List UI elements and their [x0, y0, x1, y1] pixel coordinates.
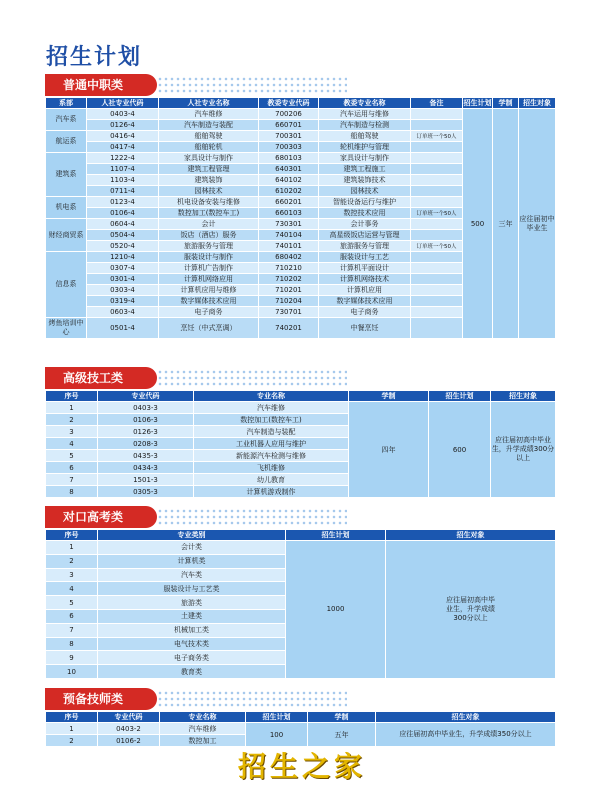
edu-code-cell: 680103 [259, 153, 319, 164]
edu-major-cell: 船舶驾驶 [319, 131, 411, 142]
edu-code-cell: 640301 [259, 164, 319, 175]
note-cell [411, 296, 463, 307]
edu-code-cell: 710204 [259, 296, 319, 307]
edu-code-cell: 700301 [259, 131, 319, 142]
column-header: 招生计划 [286, 530, 386, 541]
note-cell [411, 175, 463, 186]
section-header [45, 74, 555, 96]
edu-code-cell: 640102 [259, 175, 319, 186]
hr-code-cell: 1107-4 [87, 164, 159, 175]
table-preparatory-technician [45, 711, 556, 747]
column-header: 序号 [46, 391, 98, 402]
hr-major-cell: 汽车维修 [159, 109, 259, 120]
hr-major-cell: 船舶驾驶 [159, 131, 259, 142]
major-cell: 数控加工 [160, 735, 246, 747]
edu-code-cell: 710202 [259, 274, 319, 285]
index-cell: 8 [46, 486, 98, 498]
duration-cell: 三年 [493, 109, 519, 339]
column-header: 学制 [308, 712, 376, 723]
hr-code-cell: 0416-4 [87, 131, 159, 142]
edu-major-cell: 家具设计与制作 [319, 153, 411, 164]
note-cell [411, 252, 463, 263]
index-cell: 1 [46, 723, 98, 735]
major-cell: 数控加工(数控车工) [194, 414, 349, 426]
hr-code-cell: 0504-4 [87, 230, 159, 241]
header-row [46, 391, 556, 402]
table-vocational [45, 97, 556, 339]
edu-major-cell: 高星级饭店运营与管理 [319, 230, 411, 241]
hr-major-cell: 计算机广告制作 [159, 263, 259, 274]
edu-major-cell: 会计事务 [319, 219, 411, 230]
code-cell: 0434-3 [98, 462, 194, 474]
major-cell: 汽车维修 [160, 723, 246, 735]
hr-code-cell: 0106-4 [87, 208, 159, 219]
index-cell: 5 [46, 596, 98, 610]
column-header: 人社专业代码 [87, 98, 159, 109]
major-cell: 计算机游戏制作 [194, 486, 349, 498]
dept-cell: 烤鱼培训中心 [46, 318, 87, 339]
target-cell: 应往届初高中毕业生，升学成绩350分以上 [376, 723, 556, 747]
hr-major-cell: 会计 [159, 219, 259, 230]
hr-code-cell: 0403-4 [87, 109, 159, 120]
hr-major-cell: 数控加工(数控车工) [159, 208, 259, 219]
column-header: 系部 [46, 98, 87, 109]
column-header: 人社专业名称 [159, 98, 259, 109]
column-header: 教委专业名称 [319, 98, 411, 109]
column-header: 教委专业代码 [259, 98, 319, 109]
index-cell: 2 [46, 414, 98, 426]
code-cell: 0305-3 [98, 486, 194, 498]
note-cell [411, 186, 463, 197]
plan-cell: 500 [463, 109, 493, 339]
major-cell: 幼儿教育 [194, 474, 349, 486]
page-title: 招生计划 [46, 45, 143, 70]
category-cell: 教育类 [98, 665, 286, 679]
edu-code-cell: 680402 [259, 252, 319, 263]
dept-cell: 财经商贸系 [46, 219, 87, 252]
section-label: 普通中职类 [45, 74, 157, 96]
hr-major-cell: 建筑装饰 [159, 175, 259, 186]
edu-major-cell: 汽车制造与检测 [319, 120, 411, 131]
note-cell [411, 153, 463, 164]
decorative-dots [157, 76, 347, 94]
code-cell: 1501-3 [98, 474, 194, 486]
plan-cell: 100 [246, 723, 308, 747]
category-cell: 电子商务类 [98, 651, 286, 665]
hr-code-cell: 1103-4 [87, 175, 159, 186]
edu-code-cell: 730301 [259, 219, 319, 230]
code-cell: 0126-3 [98, 426, 194, 438]
decorative-dots [157, 690, 347, 708]
column-header: 学制 [493, 98, 519, 109]
hr-major-cell: 计算机应用与维修 [159, 285, 259, 296]
hr-major-cell: 家具设计与制作 [159, 153, 259, 164]
note-cell [411, 164, 463, 175]
column-header: 学制 [349, 391, 429, 402]
edu-major-cell: 汽车运用与维修 [319, 109, 411, 120]
code-cell: 0435-3 [98, 450, 194, 462]
column-header: 备注 [411, 98, 463, 109]
plan-cell: 600 [429, 402, 491, 498]
hr-major-cell: 烹饪（中式烹调） [159, 318, 259, 339]
edu-major-cell: 数字媒体技术应用 [319, 296, 411, 307]
major-cell: 汽车维修 [194, 402, 349, 414]
dept-cell: 机电系 [46, 197, 87, 219]
table-row [46, 109, 556, 120]
edu-code-cell: 710210 [259, 263, 319, 274]
hr-major-cell: 饭店（酒店）服务 [159, 230, 259, 241]
index-cell: 8 [46, 637, 98, 651]
edu-code-cell: 740104 [259, 230, 319, 241]
edu-major-cell: 建筑工程施工 [319, 164, 411, 175]
edu-code-cell: 740201 [259, 318, 319, 339]
edu-major-cell: 智能设备运行与维护 [319, 197, 411, 208]
hr-major-cell: 船舶轮机 [159, 142, 259, 153]
hr-code-cell: 0520-4 [87, 241, 159, 252]
column-header: 专业代码 [98, 712, 160, 723]
edu-major-cell: 中餐烹饪 [319, 318, 411, 339]
code-cell: 0403-3 [98, 402, 194, 414]
hr-major-cell: 建筑工程管理 [159, 164, 259, 175]
target-cell: 应往届初中毕业生 [519, 109, 556, 339]
section-header [45, 688, 555, 710]
hr-code-cell: 0123-4 [87, 197, 159, 208]
section-header [45, 506, 555, 528]
edu-major-cell: 旅游服务与管理 [319, 241, 411, 252]
decorative-dots [157, 369, 347, 387]
hr-code-cell: 0319-4 [87, 296, 159, 307]
note-cell: 订单班一个50人 [411, 131, 463, 142]
dept-cell: 汽车系 [46, 109, 87, 131]
edu-code-cell: 740101 [259, 241, 319, 252]
index-cell: 1 [46, 402, 98, 414]
section-senior-technician [45, 367, 555, 498]
edu-major-cell: 计算机应用 [319, 285, 411, 296]
edu-major-cell: 建筑装饰技术 [319, 175, 411, 186]
category-cell: 旅游类 [98, 596, 286, 610]
edu-major-cell: 计算机网络技术 [319, 274, 411, 285]
column-header: 专业类别 [98, 530, 286, 541]
hr-major-cell: 机电设备安装与维修 [159, 197, 259, 208]
category-cell: 电气技术类 [98, 637, 286, 651]
index-cell: 3 [46, 426, 98, 438]
hr-code-cell: 0604-4 [87, 219, 159, 230]
note-cell [411, 274, 463, 285]
table-senior-technician [45, 390, 556, 498]
major-cell: 工业机器人应用与维护 [194, 438, 349, 450]
column-header: 招生计划 [463, 99, 492, 107]
hr-major-cell: 汽车制造与装配 [159, 120, 259, 131]
code-cell: 0106-3 [98, 414, 194, 426]
edu-major-cell: 服装设计与工艺 [319, 252, 411, 263]
column-header: 招生对象 [491, 391, 556, 402]
edu-code-cell: 610202 [259, 186, 319, 197]
note-cell [411, 307, 463, 318]
index-cell: 1 [46, 541, 98, 555]
plan-cell: 1000 [286, 541, 386, 679]
edu-major-cell: 园林技术 [319, 186, 411, 197]
index-cell: 4 [46, 438, 98, 450]
index-cell: 3 [46, 568, 98, 582]
code-cell: 0403-2 [98, 723, 160, 735]
note-cell [411, 263, 463, 274]
table-row [46, 723, 556, 735]
hr-code-cell: 0126-4 [87, 120, 159, 131]
index-cell: 6 [46, 609, 98, 623]
duration-cell: 五年 [308, 723, 376, 747]
note-cell [411, 197, 463, 208]
dept-cell: 信息系 [46, 252, 87, 318]
section-preparatory-technician [45, 688, 555, 747]
column-header: 招生对象 [376, 712, 556, 723]
hr-major-cell: 数字媒体技术应用 [159, 296, 259, 307]
edu-major-cell: 电子商务 [319, 307, 411, 318]
hr-major-cell: 服装设计与制作 [159, 252, 259, 263]
dept-cell: 航运系 [46, 131, 87, 153]
major-cell: 新能源汽车检测与维修 [194, 450, 349, 462]
table-college-exam [45, 529, 556, 679]
header-row [46, 98, 556, 109]
category-cell: 土建类 [98, 609, 286, 623]
hr-major-cell: 园林技术 [159, 186, 259, 197]
column-header: 招生计划 [246, 712, 308, 723]
column-header: 专业名称 [160, 712, 246, 723]
hr-code-cell: 0417-4 [87, 142, 159, 153]
note-cell: 订单班一个50人 [411, 208, 463, 219]
target-cell: 应往届初高中毕业生，升学成绩300分以上 [491, 402, 556, 498]
code-cell: 0106-2 [98, 735, 160, 747]
column-header: 序号 [46, 712, 98, 723]
header-row [46, 712, 556, 723]
edu-code-cell: 660103 [259, 208, 319, 219]
note-cell: 订单班一个50人 [411, 241, 463, 252]
column-header: 专业代码 [98, 391, 194, 402]
index-cell: 2 [46, 735, 98, 747]
column-header: 招生计划 [429, 391, 491, 402]
table-row [46, 541, 556, 555]
edu-major-cell: 计算机平面设计 [319, 263, 411, 274]
hr-major-cell: 电子商务 [159, 307, 259, 318]
index-cell: 7 [46, 623, 98, 637]
table-row [46, 402, 556, 414]
hr-code-cell: 0301-4 [87, 274, 159, 285]
hr-code-cell: 0501-4 [87, 318, 159, 339]
index-cell: 7 [46, 474, 98, 486]
hr-code-cell: 1222-4 [87, 153, 159, 164]
index-cell: 4 [46, 582, 98, 596]
index-cell: 2 [46, 554, 98, 568]
hr-code-cell: 0307-4 [87, 263, 159, 274]
note-cell [411, 142, 463, 153]
hr-major-cell: 旅游服务与管理 [159, 241, 259, 252]
index-cell: 9 [46, 651, 98, 665]
category-cell: 会计类 [98, 541, 286, 555]
note-cell [411, 219, 463, 230]
category-cell: 服装设计与工艺类 [98, 582, 286, 596]
major-cell: 飞机维修 [194, 462, 349, 474]
major-cell: 汽车制造与装配 [194, 426, 349, 438]
decorative-dots [157, 508, 347, 526]
section-vocational [45, 74, 555, 339]
hr-code-cell: 0711-4 [87, 186, 159, 197]
column-header: 招生对象 [519, 98, 556, 109]
section-label: 对口高考类 [45, 506, 157, 528]
edu-major-cell: 轮机维护与管理 [319, 142, 411, 153]
watermark-logo: 招生之家 [238, 750, 367, 783]
edu-code-cell: 730701 [259, 307, 319, 318]
edu-major-cell: 数控技术应用 [319, 208, 411, 219]
code-cell: 0208-3 [98, 438, 194, 450]
column-header: 序号 [46, 530, 98, 541]
category-cell: 计算机类 [98, 554, 286, 568]
category-cell: 机械加工类 [98, 623, 286, 637]
note-cell [411, 109, 463, 120]
section-label: 预备技师类 [45, 688, 157, 710]
edu-code-cell: 660701 [259, 120, 319, 131]
header-row [46, 530, 556, 541]
index-cell: 10 [46, 665, 98, 679]
section-label: 高级技工类 [45, 367, 157, 389]
edu-code-cell: 660201 [259, 197, 319, 208]
edu-code-cell: 700206 [259, 109, 319, 120]
note-cell [411, 285, 463, 296]
index-cell: 6 [46, 462, 98, 474]
note-cell [411, 318, 463, 339]
hr-code-cell: 0603-4 [87, 307, 159, 318]
dept-cell: 建筑系 [46, 153, 87, 197]
section-college-exam [45, 506, 555, 679]
duration-cell: 四年 [349, 402, 429, 498]
column-header: 专业名称 [194, 391, 349, 402]
edu-code-cell: 710201 [259, 285, 319, 296]
target-cell: 应往届初高中毕业生，升学成绩300分以上 [386, 541, 556, 679]
note-cell [411, 120, 463, 131]
edu-code-cell: 700303 [259, 142, 319, 153]
column-header: 招生对象 [386, 530, 556, 541]
hr-major-cell: 计算机网络应用 [159, 274, 259, 285]
index-cell: 5 [46, 450, 98, 462]
section-header [45, 367, 555, 389]
hr-code-cell: 1210-4 [87, 252, 159, 263]
category-cell: 汽车类 [98, 568, 286, 582]
hr-code-cell: 0303-4 [87, 285, 159, 296]
note-cell [411, 230, 463, 241]
